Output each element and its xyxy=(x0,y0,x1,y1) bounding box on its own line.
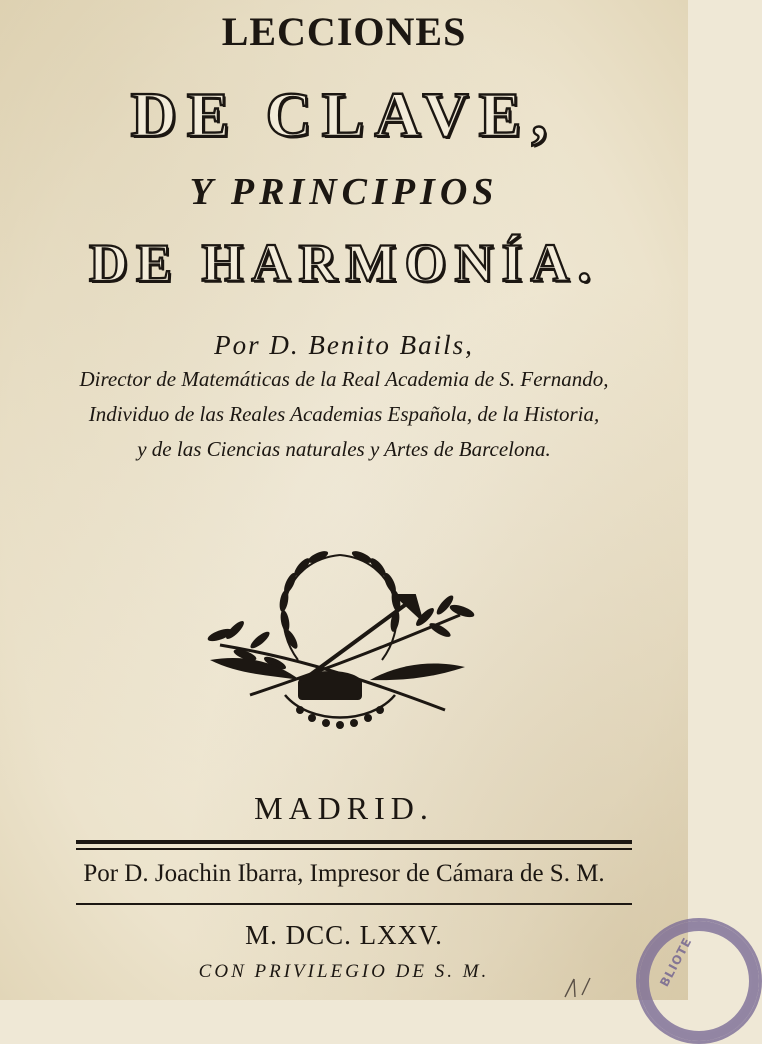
imprint-year: M. DCC. LXXV. xyxy=(245,920,443,950)
privilege-line: CON PRIVILEGIO DE S. M. xyxy=(198,961,490,982)
imprint-rule-bottom xyxy=(76,903,632,905)
title-line-3: Y PRINCIPIOS xyxy=(189,171,499,213)
affiliation-line-2: Individuo de las Reales Academias Española, de la Historia, xyxy=(88,402,600,426)
affiliation-line-1: Director de Matemáticas de la Real Academia de S. Fernando, xyxy=(79,367,609,391)
author-line: Por D. Benito Bails, xyxy=(214,330,474,360)
title-line-2: DE CLAVE, xyxy=(130,79,558,150)
title-line-4: DE HARMONÍA. xyxy=(89,233,599,293)
imprint-rule-thin xyxy=(76,848,632,850)
printer-line: Por D. Joachin Ibarra, Impresor de Cámara de S. M. xyxy=(83,860,605,887)
title-line-1: LECCIONES xyxy=(221,9,467,54)
pencil-mark-icon xyxy=(560,975,600,1000)
imprint-place: MADRID. xyxy=(254,790,434,826)
imprint-rule-thick xyxy=(76,840,632,844)
library-stamp-icon xyxy=(636,918,762,1044)
library-stamp-text: BLIOTE xyxy=(657,934,695,990)
affiliation-line-3: y de las Ciencias naturales y Artes de Barcelona. xyxy=(137,437,551,461)
wreath-trumpet-ornament-icon xyxy=(190,535,490,740)
